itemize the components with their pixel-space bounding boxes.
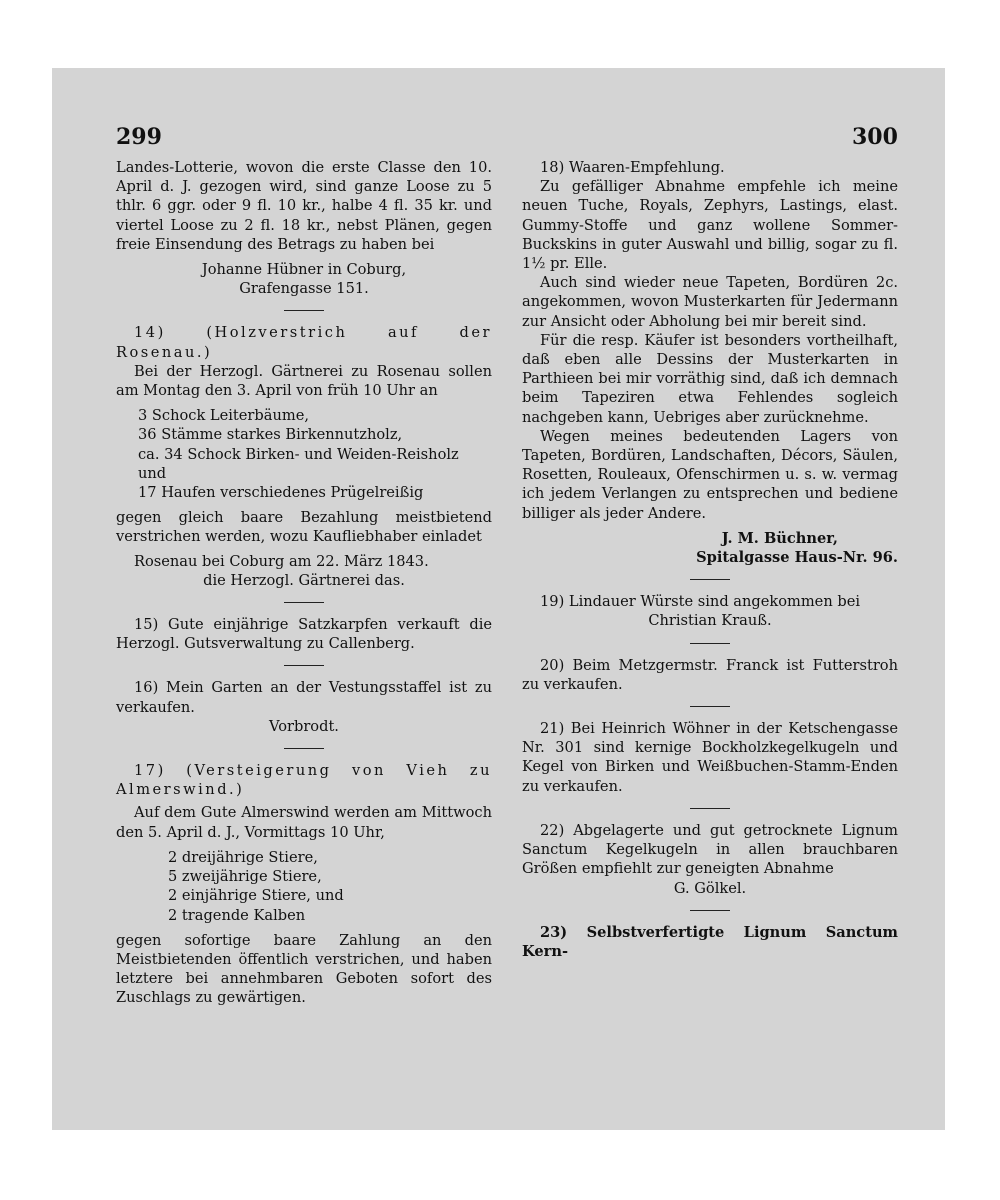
lottery-signature: Johanne Hübner in Coburg, [201, 261, 407, 279]
notice-17-text: Auf dem Gute Almerswind werden am Mittwoch den 5. April d. J., Vormittags 10 Uhr, [116, 804, 492, 841]
notice-19-signature: Christian Krauß. [648, 612, 772, 630]
notice-22: 22) Abgelagerte und gut getrocknete Lignum Sanctum Kegelkugeln in allen brauchbaren Größen empfiehlt zur geneigten Abnahme [522, 821, 898, 878]
separator-rule [690, 643, 730, 644]
list-item: 17 Haufen verschiedenes Prügelreißig [138, 484, 424, 502]
notice-17-list [116, 848, 492, 925]
separator-rule [284, 310, 324, 311]
notice-21: 21) Bei Heinrich Wöhner in der Ketschengasse Nr. 301 sind kernige Bockholzkegelkugeln und Kegel von Birken und Weißbuchen-Stamm-Enden zu verkaufen. [522, 720, 898, 795]
notice-16: 16) Mein Garten an der Vestungsstaffel ist zu verkaufen. [116, 679, 492, 716]
separator-rule [690, 910, 730, 911]
separator-rule [690, 579, 730, 580]
notice-14-text2: gegen gleich baare Bezahlung meistbietend verstrichen werden, wozu Kaufliebhaber einladet [116, 509, 492, 546]
notice-16-signature: Vorbrodt. [269, 717, 339, 735]
notice-18-title: 18) Waaren-Empfehlung. [540, 159, 725, 176]
notice-17-title: 17) (Versteigerung von Vieh zu Almerswind.) [116, 762, 492, 799]
lottery-paragraph: Landes-Lotterie, wovon die erste Classe den 10. April d. J. gezogen wird, sind ganze Loose zu 5 thlr. 6 ggr. oder 9 fl. 10 kr., halbe 4 fl. 35 kr. und viertel Loose zu 2 fl. 18 kr., nebst Plänen, gegen freie Einsendung des Betrags zu haben bei [116, 159, 492, 253]
list-item: ca. 34 Schock Birken- und Weiden-Reisholz [138, 445, 459, 463]
notice-14-text: Bei der Herzogl. Gärtnerei zu Rosenau sollen am Montag den 3. April von früh 10 Uhr an [116, 362, 492, 400]
separator-rule [284, 748, 324, 749]
notice-19: 19) Lindauer Würste sind angekommen bei [540, 593, 861, 611]
separator-rule [690, 808, 730, 809]
page-number-left: 299 [116, 124, 162, 150]
list-item: 2 dreijährige Stiere, [168, 848, 318, 866]
separator-rule [284, 602, 324, 603]
notice-18-para2: Auch sind wieder neue Tapeten, Bordüren 2c. angekommen, wovon Musterkarten für Jedermann zur Ansicht oder Abholung bei mir bereit sind. [522, 274, 898, 330]
separator-rule [690, 706, 730, 707]
list-item: 5 zweijährige Stiere, [168, 868, 322, 886]
lottery-address: Grafengasse 151. [239, 280, 369, 298]
separator-rule [284, 665, 324, 666]
notice-14-place: Rosenau bei Coburg am 22. März 1843. [134, 552, 429, 570]
notice-18-address: Spitalgasse Haus-Nr. 96. [696, 549, 898, 567]
notice-17-text2: gegen sofortige baare Zahlung an den Meistbietenden öffentlich verstrichen, und haben letztere bei annehmbaren Geboten sofort des Zuschlags zu gewärtigen. [116, 931, 492, 1007]
notice-18-para1: Zu gefälliger Abnahme empfehle ich meine neuen Tuche, Royals, Zephyrs, Lastings, elast. Gummy-Stoffe und ganz wollene Sommer-Buckskins in guter Auswahl und billig, sogar zu fl. 1½ pr. Elle. [522, 178, 898, 273]
list-item: 2 einjährige Stiere, und [168, 887, 344, 905]
left-column [116, 158, 492, 1008]
list-item: 36 Stämme starkes Birkennutzholz, [138, 426, 403, 444]
notice-20: 20) Beim Metzgermstr. Franck ist Futterstroh zu verkaufen. [522, 656, 898, 693]
right-column [522, 158, 898, 961]
notice-14-list [116, 406, 492, 502]
notice-14-signature: die Herzogl. Gärtnerei das. [203, 571, 405, 589]
notice-23: 23) Selbstverfertigte Lignum Sanctum Kern- [522, 923, 898, 960]
list-item: und [138, 464, 167, 482]
page-number-right: 300 [852, 124, 898, 150]
list-item: 2 tragende Kalben [168, 906, 306, 924]
notice-18-signature: J. M. Büchner, [721, 529, 838, 547]
notice-15: 15) Gute einjährige Satzkarpfen verkauft die Herzogl. Gutsverwaltung zu Callenberg. [116, 616, 492, 653]
notice-18-para4: Wegen meines bedeutenden Lagers von Tapeten, Bordüren, Landschaften, Décors, Säulen, Rosetten, Rouleaux, Ofenschirmen u. s. w. vermag ich jedem Verlangen zu entsprechen und bediene billiger als jeder Andere. [522, 427, 898, 522]
notice-22-signature: G. Gölkel. [673, 879, 747, 897]
notice-14-title: 14) (Holzverstrich auf der Rosenau.) [116, 324, 492, 361]
list-item: 3 Schock Leiterbäume, [138, 407, 309, 425]
notice-18-para3: Für die resp. Käufer ist besonders vortheilhaft, daß eben alle Dessins der Musterkarten in Parthieen bei mir vorräthig sind, daß ich demnach beim Tapeziren etwa Fehlendes sogleich nachgeben kann, Uebriges aber zurücknehme. [522, 331, 898, 426]
